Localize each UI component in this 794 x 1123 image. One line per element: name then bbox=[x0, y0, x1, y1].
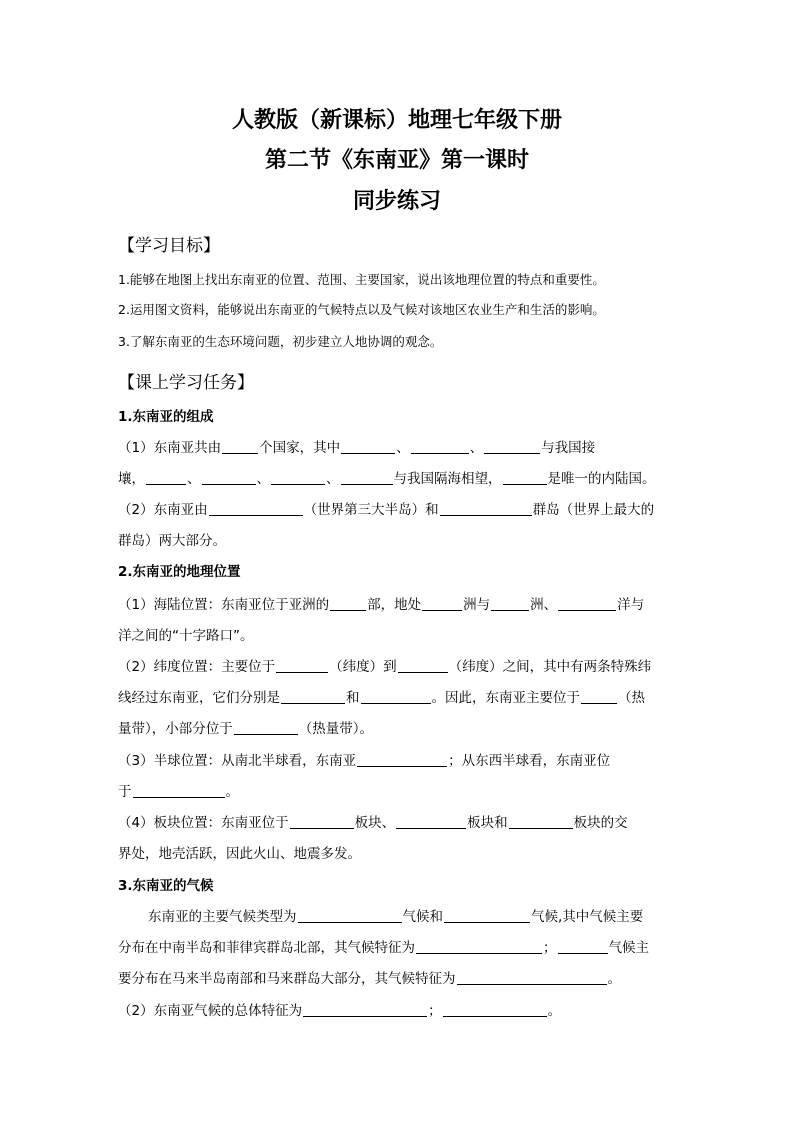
question-text: （纬度）到 bbox=[329, 659, 397, 675]
question-text: ；从东西半球看，东南亚位 bbox=[448, 753, 611, 769]
question-text: 。 bbox=[547, 1003, 562, 1019]
question-text: 是唯一的内陆国。 bbox=[547, 471, 656, 487]
question-text: 与我国接 bbox=[541, 440, 596, 456]
question-text: 洲与 bbox=[463, 597, 491, 613]
question-text: 洋与 bbox=[617, 597, 645, 613]
question-2-2-line3 bbox=[118, 717, 373, 737]
objective-item-2: 2.运用图文资料，能够说出东南亚的气候特点以及气候对该地区农业生产和生活的影响。 bbox=[118, 302, 605, 317]
answer-blank[interactable] bbox=[581, 689, 617, 704]
answer-blank[interactable] bbox=[444, 908, 530, 923]
question-2-1-line2: 洋之间的“十字路口”。 bbox=[118, 628, 254, 644]
question-2-3-line1 bbox=[118, 749, 610, 769]
question-3-1-line1 bbox=[148, 905, 643, 925]
answer-blank[interactable] bbox=[234, 720, 298, 735]
question-text: （世界第三大半岛）和 bbox=[303, 502, 439, 518]
question-text: （2）东南亚由 bbox=[118, 502, 208, 518]
question-text: 量带），小部分位于 bbox=[118, 721, 233, 737]
question-2-4-line2: 界处，地壳活跃，因此火山、地震多发。 bbox=[118, 846, 361, 862]
question-text: 和 bbox=[346, 690, 360, 706]
question-text: 。 bbox=[607, 971, 621, 987]
doc-title-line1: 人教版（新课标）地理七年级下册 bbox=[231, 107, 562, 133]
answer-blank[interactable] bbox=[330, 596, 366, 611]
question-text: （纬度）之间，其中有两条特殊纬 bbox=[448, 659, 652, 675]
answer-blank[interactable] bbox=[491, 596, 529, 611]
question-3-1-line2 bbox=[118, 936, 649, 956]
tasks-heading: 【课上学习任务】 bbox=[118, 373, 254, 393]
answer-blank[interactable] bbox=[509, 814, 573, 829]
question-text: 线经过东南亚，它们分别是 bbox=[118, 690, 280, 706]
question-text: 气候主 bbox=[608, 940, 649, 956]
question-1-1-line2 bbox=[118, 467, 656, 487]
question-text: （3）半球位置：从南北半球看，东南亚 bbox=[118, 753, 357, 769]
answer-blank[interactable] bbox=[271, 470, 325, 485]
answer-blank[interactable] bbox=[396, 814, 466, 829]
answer-blank[interactable] bbox=[558, 939, 608, 954]
question-text: ； bbox=[428, 1003, 442, 1019]
answer-blank[interactable] bbox=[443, 1002, 547, 1017]
question-text: 东南亚的主要气候类型为 bbox=[148, 909, 297, 925]
question-text: （1）海陆位置：东南亚位于亚洲的 bbox=[118, 597, 330, 613]
question-text: （2）纬度位置：主要位于 bbox=[118, 659, 276, 675]
question-3-2-line1 bbox=[118, 999, 561, 1019]
question-text: 、 bbox=[187, 471, 201, 487]
question-text: 气候和 bbox=[402, 909, 443, 925]
question-text: （热 bbox=[618, 690, 645, 706]
question-2-1-line1 bbox=[118, 593, 644, 613]
objective-item-3: 3.了解东南亚的生态环境问题，初步建立人地协调的观念。 bbox=[118, 334, 443, 349]
question-text: 个国家，其中 bbox=[259, 440, 341, 456]
question-text: 板块和 bbox=[467, 815, 508, 831]
answer-blank[interactable] bbox=[440, 501, 532, 516]
answer-blank[interactable] bbox=[290, 814, 354, 829]
answer-blank[interactable] bbox=[222, 439, 258, 454]
question-text: 板块、 bbox=[354, 815, 396, 831]
answer-blank[interactable] bbox=[303, 1002, 427, 1017]
question-text: 部，地处 bbox=[367, 597, 422, 613]
answer-blank[interactable] bbox=[357, 752, 447, 767]
answer-blank[interactable] bbox=[133, 783, 225, 798]
question-2-3-line2 bbox=[118, 780, 239, 800]
question-text: 分布在中南半岛和菲律宾群岛北部，其气候特征为 bbox=[118, 940, 415, 956]
answer-blank[interactable] bbox=[484, 439, 540, 454]
answer-blank[interactable] bbox=[202, 470, 256, 485]
objectives-heading: 【学习目标】 bbox=[118, 236, 220, 256]
question-text: 、 bbox=[469, 440, 484, 456]
answer-blank[interactable] bbox=[503, 470, 547, 485]
question-text: 于 bbox=[118, 784, 132, 800]
question-text: 板块的交 bbox=[573, 815, 628, 831]
doc-title-line3: 同步练习 bbox=[352, 188, 441, 214]
doc-title-line2: 第二节《东南亚》第一课时 bbox=[264, 147, 529, 173]
answer-blank[interactable] bbox=[416, 939, 542, 954]
answer-blank[interactable] bbox=[398, 658, 448, 673]
answer-blank[interactable] bbox=[457, 970, 607, 985]
answer-blank[interactable] bbox=[281, 689, 345, 704]
question-text: 、 bbox=[256, 471, 270, 487]
answer-blank[interactable] bbox=[146, 470, 186, 485]
section-2-title: 2.东南亚的地理位置 bbox=[118, 564, 241, 580]
question-text: 要分布在马来半岛南部和马来群岛大部分，其气候特征为 bbox=[118, 971, 456, 987]
question-text: （2）东南亚气候的总体特征为 bbox=[118, 1003, 303, 1019]
answer-blank[interactable] bbox=[341, 439, 395, 454]
question-text: ； bbox=[543, 940, 557, 956]
answer-blank[interactable] bbox=[361, 689, 431, 704]
question-1-2-line2: 群岛）两大部分。 bbox=[118, 533, 226, 549]
answer-blank[interactable] bbox=[209, 501, 303, 516]
question-text: （1）东南亚共由 bbox=[118, 440, 222, 456]
question-2-2-line1 bbox=[118, 655, 651, 675]
answer-blank[interactable] bbox=[341, 470, 393, 485]
section-1-title: 1.东南亚的组成 bbox=[118, 409, 214, 425]
question-text: 洲、 bbox=[530, 597, 558, 613]
question-text: 、 bbox=[396, 440, 410, 456]
question-text: 。因此，东南亚主要位于 bbox=[431, 690, 580, 706]
question-text: 壤， bbox=[118, 471, 145, 487]
question-1-1-line1 bbox=[118, 436, 595, 456]
question-text: （热量带）。 bbox=[298, 721, 373, 737]
question-text: 。 bbox=[225, 784, 239, 800]
question-1-2-line1 bbox=[118, 498, 654, 518]
answer-blank[interactable] bbox=[411, 439, 469, 454]
answer-blank[interactable] bbox=[298, 908, 402, 923]
question-2-4-line1 bbox=[118, 811, 628, 831]
question-3-1-line3 bbox=[118, 967, 621, 987]
question-text: 气候,其中气候主要 bbox=[531, 909, 644, 925]
question-text: 、 bbox=[326, 471, 340, 487]
section-3-title: 3.东南亚的气候 bbox=[118, 878, 214, 894]
answer-blank[interactable] bbox=[558, 596, 616, 611]
question-text: 群岛（世界上最大的 bbox=[532, 502, 655, 518]
question-text: 与我国隔海相望， bbox=[393, 471, 502, 487]
answer-blank[interactable] bbox=[276, 658, 328, 673]
objective-item-1: 1.能够在地图上找出东南亚的位置、范围、主要国家，说出该地理位置的特点和重要性。 bbox=[118, 272, 605, 287]
question-text: （4）板块位置：东南亚位于 bbox=[118, 815, 289, 831]
answer-blank[interactable] bbox=[422, 596, 462, 611]
question-2-2-line2 bbox=[118, 686, 645, 706]
